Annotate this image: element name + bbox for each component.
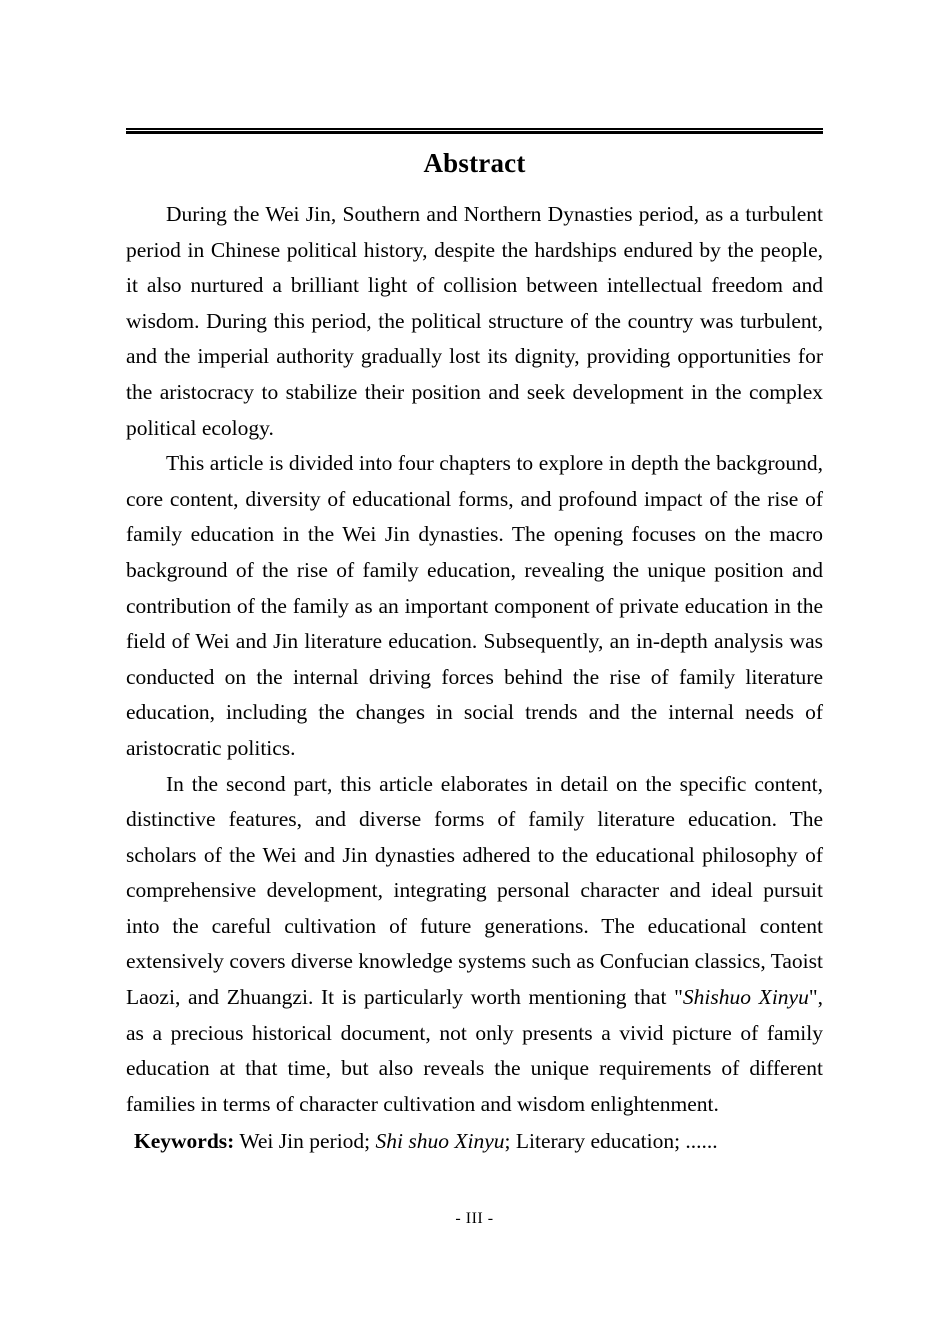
keywords-label: Keywords: — [134, 1129, 235, 1154]
keywords-text-before-italic: Wei Jin period; — [234, 1129, 376, 1154]
abstract-body — [126, 197, 823, 1160]
page-title: Abstract — [423, 148, 526, 178]
paragraph-3-text-before-title: In the second part, this article elaborates in detail on the specific content, distinctive features, and diverse forms of family literature education. The scholars of the Wei and Jin dynasties adhered to the educational philosophy of comprehensive development, integrating personal character and ideal pursuit into the careful cultivation of future generations. The educational content extensively covers diverse knowledge systems such as Confucian classics, Taoist Laozi, and Zhuangzi. It is particularly worth mentioning that " — [126, 771, 823, 1010]
keywords-italic-term: Shi shuo Xinyu — [375, 1129, 505, 1154]
abstract-paragraph-2: This article is divided into four chapters to explore in depth the background, core content, diversity of educational forms, and profound impact of the rise of family education in the Wei Jin dynasties. The opening focuses on the macro background of the rise of family education, revealing the unique position and contribution of the family as an important component of private education in the field of Wei and Jin literature education. Subsequently, an in-depth analysis was conducted on the internal driving forces behind the rise of family literature education, including the changes in social trends and the internal needs of aristocratic politics. — [126, 451, 823, 760]
paragraph-3-text-after-title: ", as a precious historical document, not only presents a vivid picture of family education at that time, but also reveals the unique requirements of different families in terms of character cultivation and wisdom enlightenment. — [126, 985, 823, 1116]
abstract-paragraph-1: During the Wei Jin, Southern and Northern Dynasties period, as a turbulent period in Chinese political history, despite the hardships endured by the people, it also nurtured a brilliant light of collision between intellectual freedom and wisdom. During this period, the political structure of the country was turbulent, and the imperial authority gradually lost its dignity, providing opportunities for the aristocracy to stabilize their position and seek development in the complex political ecology. — [126, 202, 823, 440]
keywords-text-after-italic: ; Literary education; ...... — [504, 1129, 718, 1154]
abstract-paragraph-3 — [126, 767, 823, 1123]
page-number-footer: - III - — [455, 1210, 494, 1227]
book-title-shishuo-xinyu: Shishuo Xinyu — [682, 985, 809, 1010]
rule-lower-bar — [126, 131, 823, 134]
keywords-line — [126, 1122, 823, 1160]
double-rule — [126, 128, 823, 134]
